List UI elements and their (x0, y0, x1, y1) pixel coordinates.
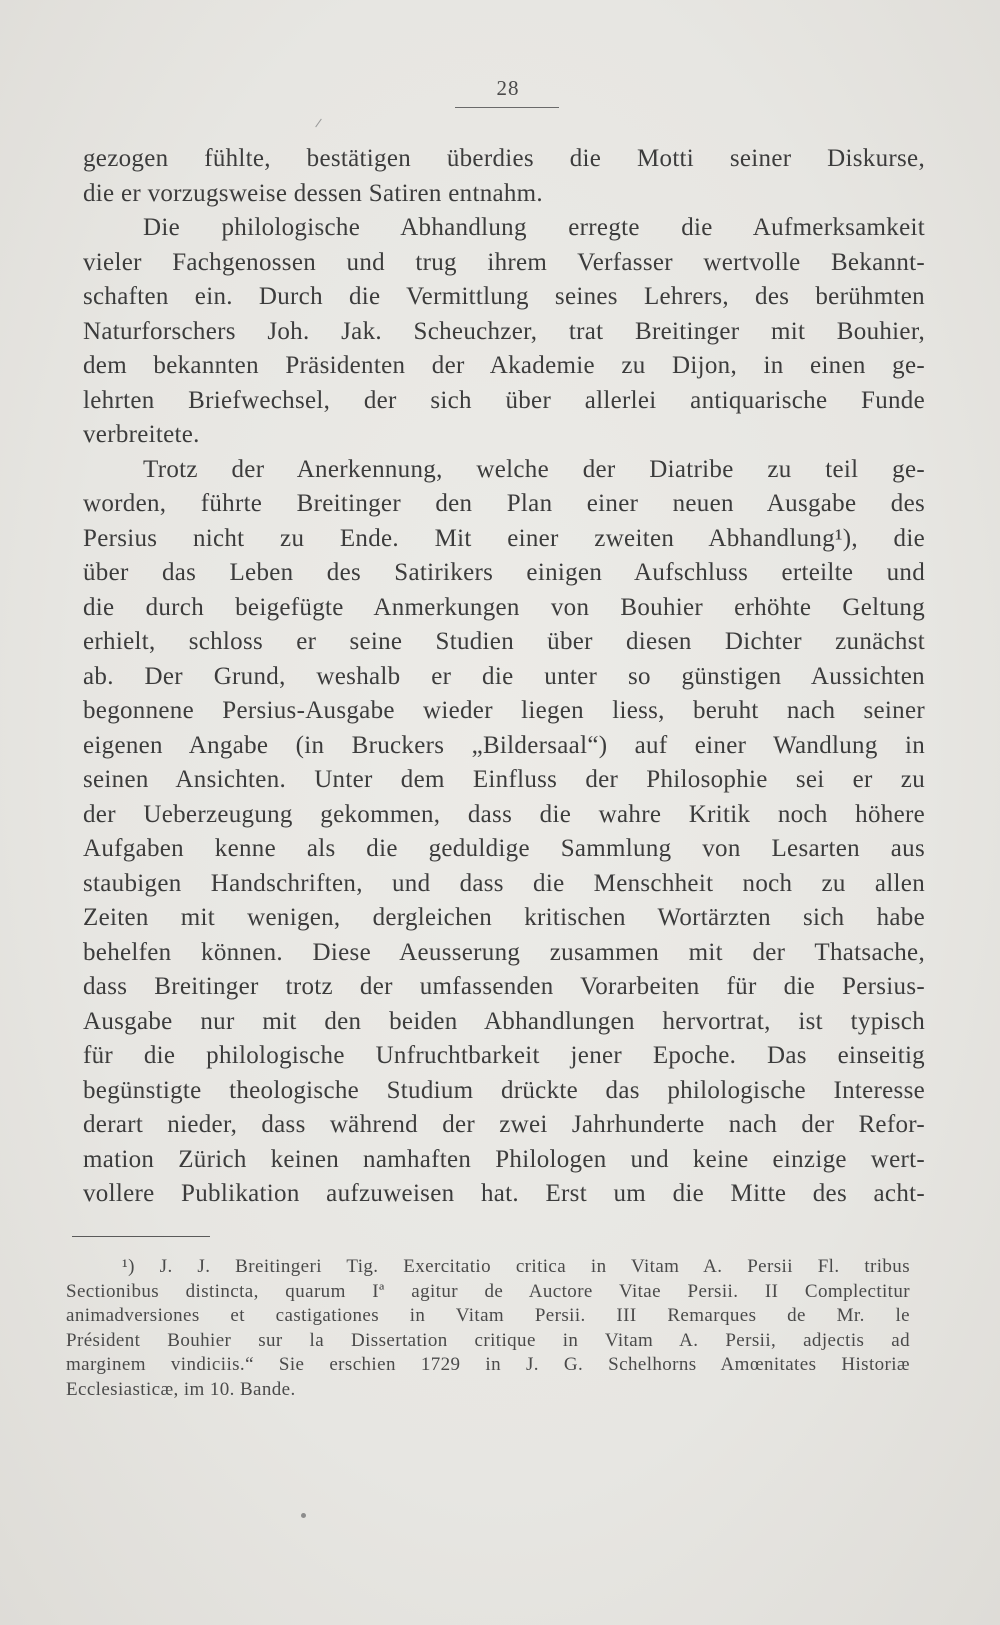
footnote-line: Ecclesiasticæ, im 10. Bande. (66, 1378, 296, 1400)
body-line: Trotz der Anerkennung, welche der Diatribe zu teil ge- (143, 455, 925, 483)
body-line: Zeiten mit wenigen, dergleichen kritischen Wortärzten sich habe (83, 904, 925, 931)
page-number: 28 (496, 76, 520, 100)
footnote-line: Président Bouhier sur la Dissertation critique in Vitam A. Persii, adjectis ad (66, 1329, 910, 1351)
body-line: über das Leben des Satirikers einigen Aufschluss erteilte und (83, 559, 925, 586)
footnote-rule (72, 1236, 210, 1237)
body-line: staubigen Handschriften, und dass die Menschheit noch zu allen (83, 869, 925, 897)
pencil-mark (315, 119, 322, 128)
body-text (83, 142, 925, 1212)
body-line: worden, führte Breitinger den Plan einer neuen Ausgabe des (83, 490, 925, 517)
body-line: behelfen können. Diese Aeusserung zusammen mit der Thatsache, (83, 938, 925, 966)
body-line: eigenen Angabe (in Bruckers „Bildersaal“) auf einer Wandlung in (83, 731, 925, 759)
body-line: die er vorzugsweise dessen Satiren entnahm. (83, 179, 543, 207)
footnote-line: ¹) J. J. Breitingeri Tig. Exercitatio critica in Vitam A. Persii Fl. tribus (122, 1256, 910, 1277)
body-line: dass Breitinger trotz der umfassenden Vorarbeiten für die Persius- (83, 973, 925, 1000)
body-line: erhielt, schloss er seine Studien über diesen Dichter zunächst (83, 628, 925, 655)
body-line: schaften ein. Durch die Vermittlung seines Lehrers, des berühmten (83, 283, 925, 310)
body-line: gezogen fühlte, bestätigen überdies die Motti seiner Diskurse, (83, 145, 925, 172)
body-line: der Ueberzeugung gekommen, dass die wahre Kritik noch höhere (83, 800, 925, 828)
body-line: Naturforschers Joh. Jak. Scheuchzer, trat Breitinger mit Bouhier, (83, 317, 925, 345)
footnote-line: marginem vindiciis.“ Sie erschien 1729 in J. G. Schelhorns Amœnitates Historiæ (66, 1354, 910, 1375)
paper-speck (301, 1513, 306, 1518)
body-line: die durch beigefügte Anmerkungen von Bouhier erhöhte Geltung (83, 593, 925, 621)
body-line: lehrten Briefwechsel, der sich über allerlei antiquarische Funde (83, 386, 925, 414)
body-line: vollere Publikation aufzuweisen hat. Erst um die Mitte des acht- (83, 1180, 925, 1207)
body-line: begünstigte theologische Studium drückte das philologische Interesse (83, 1076, 925, 1104)
body-line: vieler Fachgenossen und trug ihrem Verfasser wertvolle Bekannt- (83, 248, 925, 276)
body-line: Ausgabe nur mit den beiden Abhandlungen hervortrat, ist typisch (83, 1007, 925, 1035)
body-line: für die philologische Unfruchtbarkeit jener Epoche. Das einseitig (83, 1042, 925, 1069)
body-line: Persius nicht zu Ende. Mit einer zweiten Abhandlung¹), die (83, 524, 925, 552)
footnotes (66, 1255, 910, 1402)
page-number-rule (455, 107, 559, 108)
body-line: dem bekannten Präsidenten der Akademie zu Dijon, in einen ge- (83, 352, 925, 379)
footnote-line: Sectionibus distincta, quarum Iª agitur de Auctore Vitae Persii. II Complectitur (66, 1280, 910, 1302)
body-line: derart nieder, dass während der zwei Jahrhunderte nach der Refor- (83, 1111, 925, 1138)
body-line: verbreitete. (83, 421, 200, 448)
body-line: ab. Der Grund, weshalb er die unter so günstigen Aussichten (83, 662, 925, 690)
body-line: seinen Ansichten. Unter dem Einfluss der Philosophie sei er zu (83, 766, 925, 793)
body-line: Aufgaben kenne als die geduldige Sammlung von Lesarten aus (83, 835, 925, 862)
footnote-line: animadversiones et castigationes in Vitam Persii. III Remarques de Mr. le (66, 1305, 910, 1326)
body-line: Die philologische Abhandlung erregte die Aufmerksamkeit (143, 214, 925, 241)
body-line: begonnene Persius-Ausgabe wieder liegen liess, beruht nach seiner (83, 697, 925, 724)
body-line: mation Zürich keinen namhaften Philologen und keine einzige wert- (83, 1145, 925, 1173)
